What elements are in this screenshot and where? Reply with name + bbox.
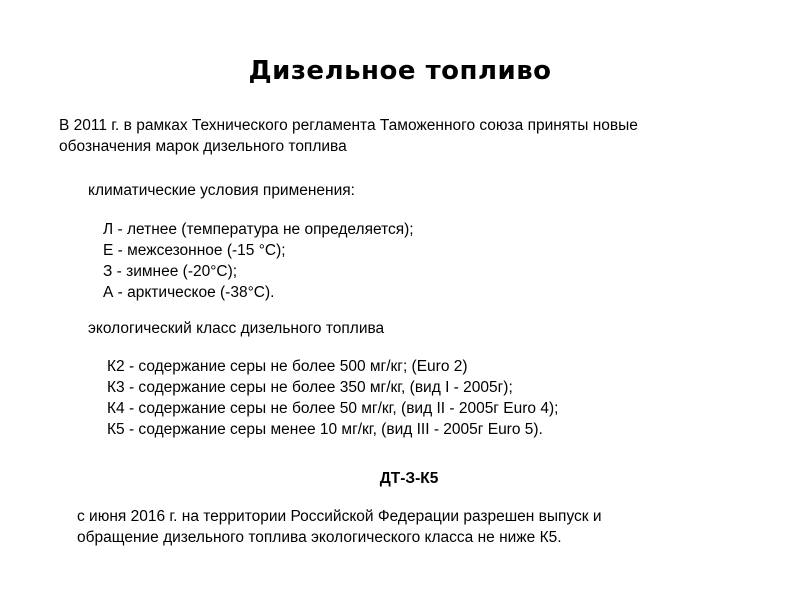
slide-title: Дизельное топливо bbox=[248, 56, 552, 86]
eco-class-heading: экологический класс дизельного топлива bbox=[88, 320, 385, 337]
intro-line: обозначения марок дизельного топлива bbox=[59, 138, 347, 155]
climate-item-arctic: А - арктическое (-38°С). bbox=[103, 284, 275, 301]
intro-line: В 2011 г. в рамках Технического регламента Таможенного союза приняты новые bbox=[59, 117, 638, 134]
eco-class-item-k5: К5 - содержание серы менее 10 мг/кг, (вид III - 2005г Euro 5). bbox=[107, 421, 543, 438]
outro-paragraph bbox=[77, 506, 602, 548]
eco-class-item-k2: К2 - содержание серы не более 500 мг/кг; (Euro 2) bbox=[107, 358, 468, 375]
climate-item-winter: З - зимнее (-20°С); bbox=[103, 263, 238, 280]
climate-item-summer: Л - летнее (температура не определяется); bbox=[103, 221, 414, 238]
outro-line: обращение дизельного топлива экологического класса не ниже К5. bbox=[77, 529, 562, 546]
outro-line: с июня 2016 г. на территории Российской Федерации разрешен выпуск и bbox=[77, 508, 602, 525]
climate-item-interseason: Е - межсезонное (-15 °С); bbox=[103, 242, 286, 259]
climate-heading: климатические условия применения: bbox=[88, 182, 355, 199]
eco-class-item-k4: К4 - содержание серы не более 50 мг/кг, (вид II - 2005г Euro 4); bbox=[107, 400, 559, 417]
eco-class-item-k3: К3 - содержание серы не более 350 мг/кг, (вид I - 2005г); bbox=[107, 379, 513, 396]
intro-paragraph bbox=[59, 115, 638, 157]
fuel-marking-example: ДТ-З-К5 bbox=[379, 470, 439, 487]
climate-list bbox=[103, 219, 414, 303]
eco-class-list bbox=[107, 356, 558, 440]
